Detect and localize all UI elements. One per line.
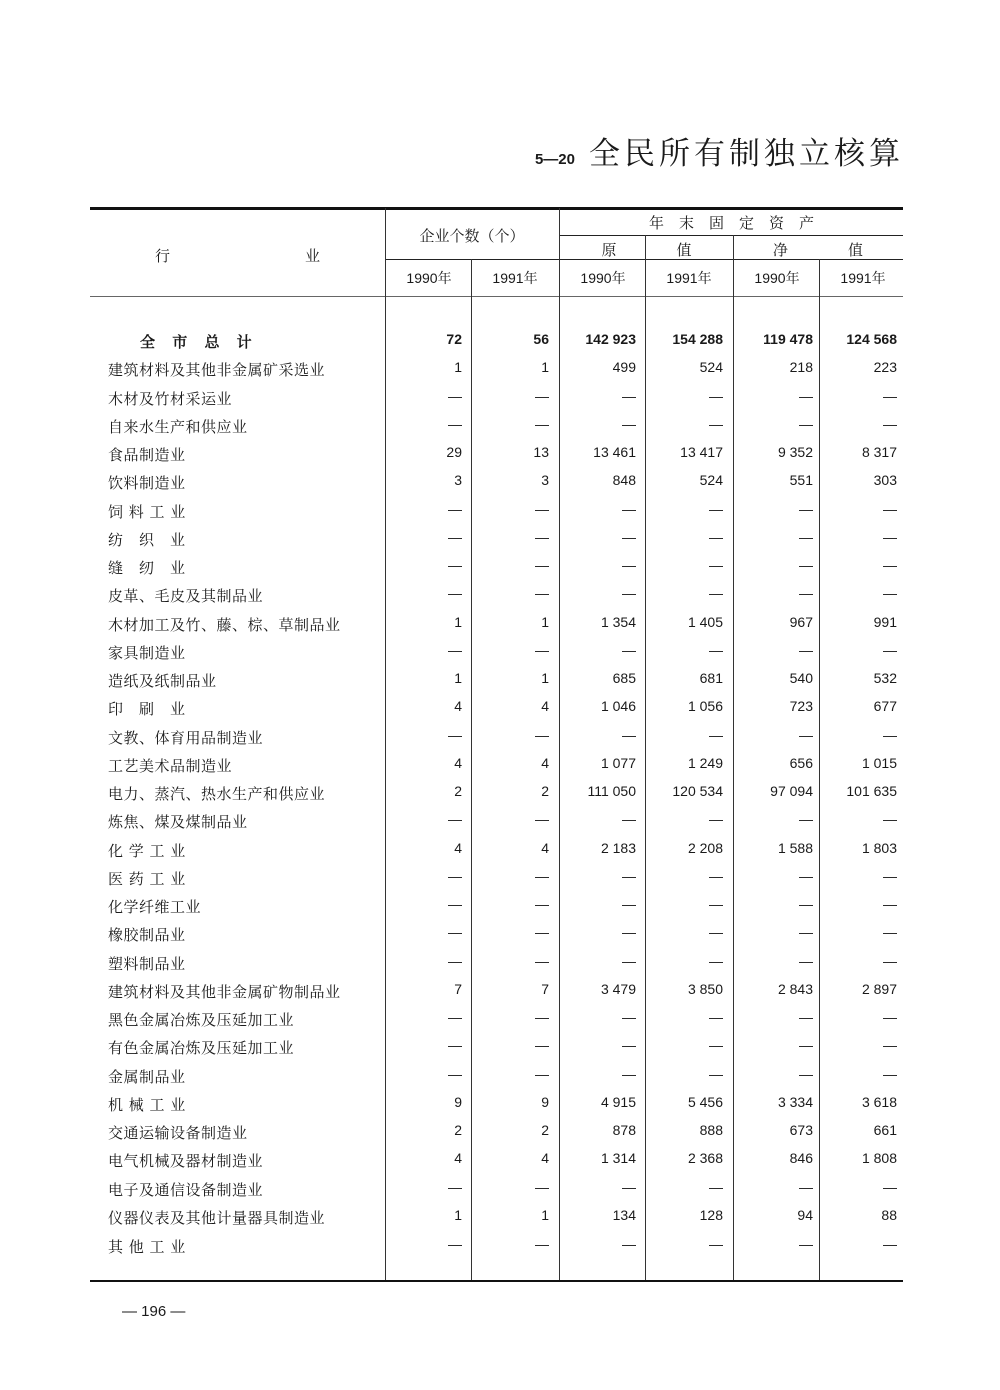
cell: — [883, 501, 897, 517]
cell: 29 [446, 444, 462, 460]
table-row [0, 1066, 1000, 1094]
table-row [0, 924, 1000, 952]
table-number: 5—20 [534, 151, 575, 168]
row-label: 塑料制品业 [108, 955, 186, 973]
table-row [0, 981, 1000, 1009]
cell: 3 [454, 472, 462, 488]
row-label: 建筑材料及其他非金属矿物制品业 [108, 983, 341, 1001]
cell: 878 [612, 1122, 636, 1138]
cell: — [709, 727, 723, 743]
cell: 2 897 [861, 981, 897, 997]
cell: — [622, 501, 636, 517]
cell: 1 056 [687, 698, 723, 714]
table-bottom-rule [90, 1280, 903, 1282]
cell: — [622, 529, 636, 545]
table-row [0, 642, 1000, 670]
table-row [0, 1150, 1000, 1178]
row-label: 化学纤维工业 [108, 898, 202, 916]
cell: 1 314 [600, 1150, 636, 1166]
cell: — [799, 896, 813, 912]
header-enterprises: 企业个数（个） [419, 227, 525, 245]
row-label: 电气机械及器材制造业 [108, 1152, 264, 1170]
cell: — [622, 727, 636, 743]
cell: 2 [454, 783, 462, 799]
cell: — [709, 1179, 723, 1195]
cell: 3 479 [600, 981, 636, 997]
cell: 1 [454, 614, 462, 630]
cell: — [535, 501, 549, 517]
cell: 142 923 [585, 331, 636, 347]
cell: 3 850 [687, 981, 723, 997]
cell: — [883, 416, 897, 432]
cell: — [622, 416, 636, 432]
cell: — [622, 1179, 636, 1195]
cell: 846 [789, 1150, 813, 1166]
cell: — [622, 557, 636, 573]
table-row [0, 840, 1000, 868]
table-row [0, 896, 1000, 924]
cell: — [448, 896, 462, 912]
row-label: 家具制造业 [108, 644, 186, 662]
cell: 218 [789, 359, 813, 375]
table-row [0, 388, 1000, 416]
cell: — [709, 529, 723, 545]
table-row [0, 501, 1000, 529]
cell: — [883, 529, 897, 545]
header-bottom-rule [90, 296, 903, 297]
row-label: 金属制品业 [108, 1068, 186, 1086]
row-label: 饲 料 工 业 [108, 503, 186, 521]
row-label: 机 械 工 业 [108, 1096, 186, 1114]
cell: 101 635 [846, 783, 897, 799]
cell: 124 568 [846, 331, 897, 347]
cell: — [535, 868, 549, 884]
row-label: 医 药 工 业 [108, 870, 186, 888]
cell: — [883, 642, 897, 658]
cell: — [448, 642, 462, 658]
table-row [0, 557, 1000, 585]
cell: — [883, 727, 897, 743]
cell: — [448, 868, 462, 884]
cell: — [622, 896, 636, 912]
cell: — [883, 868, 897, 884]
cell: 1 808 [861, 1150, 897, 1166]
cell: 991 [873, 614, 897, 630]
cell: — [448, 388, 462, 404]
cell: — [709, 416, 723, 432]
cell: — [535, 585, 549, 601]
cell: 1 [541, 1207, 549, 1223]
row-label: 皮革、毛皮及其制品业 [108, 587, 264, 605]
cell: 673 [789, 1122, 813, 1138]
cell: 97 094 [770, 783, 813, 799]
cell: 94 [797, 1207, 813, 1223]
cell: — [799, 501, 813, 517]
cell: 1 [541, 670, 549, 686]
cell: — [709, 1066, 723, 1082]
cell: — [448, 924, 462, 940]
table-row [0, 698, 1000, 726]
cell: 1 [541, 614, 549, 630]
row-label: 食品制造业 [108, 446, 186, 464]
row-label: 纺 织 业 [108, 531, 186, 549]
cell: — [448, 557, 462, 573]
cell: — [799, 868, 813, 884]
table-row [0, 1009, 1000, 1037]
cell: 4 [454, 1150, 462, 1166]
cell: — [799, 953, 813, 969]
header-rule-assets [560, 235, 903, 236]
cell: — [799, 642, 813, 658]
cell: — [709, 585, 723, 601]
table-row [0, 359, 1000, 387]
cell: — [709, 642, 723, 658]
table-row [0, 416, 1000, 444]
cell: — [535, 811, 549, 827]
cell: — [535, 529, 549, 545]
cell: — [448, 1236, 462, 1252]
table-row [0, 755, 1000, 783]
cell: 1 077 [600, 755, 636, 771]
header-fixed-assets: 年 末 固 定 资 产 [648, 214, 814, 232]
cell: 9 [541, 1094, 549, 1110]
cell: — [883, 557, 897, 573]
table-row-total [0, 331, 1000, 359]
cell: — [622, 924, 636, 940]
cell: — [622, 868, 636, 884]
cell: — [448, 953, 462, 969]
year-header: 1990年 [406, 270, 452, 286]
cell: 2 208 [687, 840, 723, 856]
cell: 888 [699, 1122, 723, 1138]
row-label: 木材及竹材采运业 [108, 390, 233, 408]
cell: — [799, 1009, 813, 1025]
cell: — [799, 388, 813, 404]
cell: 2 [454, 1122, 462, 1138]
cell: — [799, 529, 813, 545]
cell: — [709, 501, 723, 517]
cell: 524 [699, 359, 723, 375]
cell: 3 [541, 472, 549, 488]
cell: 9 352 [777, 444, 813, 460]
cell: — [883, 388, 897, 404]
cell: 685 [612, 670, 636, 686]
table-top-rule [90, 207, 903, 210]
cell: — [799, 727, 813, 743]
cell: — [709, 896, 723, 912]
cell: — [799, 585, 813, 601]
cell: — [799, 1236, 813, 1252]
cell: — [709, 1009, 723, 1025]
cell: — [448, 529, 462, 545]
cell: 13 [533, 444, 549, 460]
row-label: 化 学 工 业 [108, 842, 186, 860]
table-row [0, 444, 1000, 472]
row-label: 缝 纫 业 [108, 559, 186, 577]
cell: — [535, 557, 549, 573]
row-label: 炼焦、煤及煤制品业 [108, 813, 248, 831]
cell: — [448, 1066, 462, 1082]
cell: — [709, 388, 723, 404]
cell: — [799, 1179, 813, 1195]
cell: — [448, 416, 462, 432]
cell: — [448, 1009, 462, 1025]
cell: 1 [454, 1207, 462, 1223]
header-net-value: 净 值 [772, 241, 863, 259]
year-header: 1991年 [666, 270, 712, 286]
row-label: 文教、体育用品制造业 [108, 729, 264, 747]
row-label: 黑色金属冶炼及压延加工业 [108, 1011, 295, 1029]
cell: — [622, 1066, 636, 1082]
row-label: 电子及通信设备制造业 [108, 1181, 264, 1199]
table-title: 全民所有制独立核算 [589, 136, 904, 172]
cell: 4 [541, 755, 549, 771]
cell: 677 [873, 698, 897, 714]
table-row [0, 585, 1000, 613]
year-header: 1990年 [754, 270, 800, 286]
cell: — [883, 585, 897, 601]
cell: 532 [873, 670, 897, 686]
cell: — [883, 1236, 897, 1252]
table-row [0, 1207, 1000, 1235]
cell: 499 [612, 359, 636, 375]
cell: — [883, 811, 897, 827]
cell: 88 [881, 1207, 897, 1223]
cell: — [622, 811, 636, 827]
cell: 3 618 [861, 1094, 897, 1110]
cell: — [448, 585, 462, 601]
cell: — [709, 924, 723, 940]
cell: — [709, 1236, 723, 1252]
row-label: 其 他 工 业 [108, 1238, 186, 1256]
cell: 111 050 [587, 783, 636, 799]
cell: — [622, 1009, 636, 1025]
row-label: 木材加工及竹、藤、棕、草制品业 [108, 616, 341, 634]
row-label: 工艺美术品制造业 [108, 757, 233, 775]
cell: 1 249 [687, 755, 723, 771]
cell: — [883, 1037, 897, 1053]
cell: 8 317 [861, 444, 897, 460]
cell: 967 [789, 614, 813, 630]
cell: — [535, 1179, 549, 1195]
table-row [0, 868, 1000, 896]
cell: 848 [612, 472, 636, 488]
table-row [0, 811, 1000, 839]
cell: 5 456 [687, 1094, 723, 1110]
table-row [0, 1094, 1000, 1122]
cell: — [622, 1236, 636, 1252]
cell: 56 [533, 331, 549, 347]
cell: — [622, 953, 636, 969]
cell: 4 [541, 840, 549, 856]
cell: — [709, 868, 723, 884]
cell: — [622, 585, 636, 601]
row-label: 橡胶制品业 [108, 926, 186, 944]
row-label: 建筑材料及其他非金属矿采选业 [108, 361, 326, 379]
cell: 4 [454, 840, 462, 856]
header-original-value: 原 值 [601, 241, 692, 259]
cell: — [799, 924, 813, 940]
cell: 4 [541, 1150, 549, 1166]
table-row [0, 953, 1000, 981]
table-row [0, 472, 1000, 500]
cell: — [709, 811, 723, 827]
cell: — [448, 1037, 462, 1053]
cell: 303 [873, 472, 897, 488]
row-label: 全 市 总 计 [140, 333, 258, 351]
row-label: 印 刷 业 [108, 700, 186, 718]
cell: 4 [541, 698, 549, 714]
cell: 1 803 [861, 840, 897, 856]
cell: — [622, 1037, 636, 1053]
cell: — [448, 1179, 462, 1195]
cell: 1 [541, 359, 549, 375]
cell: — [622, 388, 636, 404]
cell: — [535, 1037, 549, 1053]
cell: — [535, 896, 549, 912]
cell: — [535, 1236, 549, 1252]
cell: — [883, 953, 897, 969]
cell: — [799, 1066, 813, 1082]
cell: — [799, 416, 813, 432]
page-title [535, 128, 904, 173]
cell: 1 [454, 359, 462, 375]
cell: 2 [541, 783, 549, 799]
cell: 13 461 [593, 444, 636, 460]
cell: 134 [612, 1207, 636, 1223]
cell: 3 334 [777, 1094, 813, 1110]
cell: — [535, 924, 549, 940]
cell: 9 [454, 1094, 462, 1110]
cell: — [883, 896, 897, 912]
cell: 2 183 [600, 840, 636, 856]
cell: 72 [446, 331, 462, 347]
cell: — [799, 557, 813, 573]
cell: — [535, 953, 549, 969]
cell: 154 288 [672, 331, 723, 347]
year-header: 1991年 [492, 270, 538, 286]
table-row [0, 1037, 1000, 1065]
cell: — [709, 953, 723, 969]
cell: — [535, 642, 549, 658]
cell: 1 354 [600, 614, 636, 630]
cell: 1 046 [600, 698, 636, 714]
cell: 13 417 [680, 444, 723, 460]
cell: 120 534 [672, 783, 723, 799]
cell: — [535, 416, 549, 432]
cell: 681 [699, 670, 723, 686]
cell: — [535, 727, 549, 743]
page-number: — 196 — [122, 1303, 186, 1320]
cell: 7 [541, 981, 549, 997]
cell: 524 [699, 472, 723, 488]
table-row [0, 670, 1000, 698]
row-label: 有色金属冶炼及压延加工业 [108, 1039, 295, 1057]
table-row [0, 783, 1000, 811]
row-label: 仪器仪表及其他计量器具制造业 [108, 1209, 326, 1227]
cell: 656 [789, 755, 813, 771]
row-label: 交通运输设备制造业 [108, 1124, 248, 1142]
cell: 661 [873, 1122, 897, 1138]
cell: 4 [454, 698, 462, 714]
cell: 2 843 [777, 981, 813, 997]
cell: 7 [454, 981, 462, 997]
cell: — [709, 557, 723, 573]
year-header: 1990年 [580, 270, 626, 286]
row-label: 电力、蒸汽、热水生产和供应业 [108, 785, 326, 803]
cell: — [448, 501, 462, 517]
cell: — [535, 1066, 549, 1082]
cell: 223 [873, 359, 897, 375]
cell: — [535, 388, 549, 404]
cell: 4 915 [600, 1094, 636, 1110]
table-row [0, 529, 1000, 557]
cell: — [448, 727, 462, 743]
year-header: 1991年 [840, 270, 886, 286]
cell: 551 [789, 472, 813, 488]
table-row [0, 727, 1000, 755]
cell: 1 015 [861, 755, 897, 771]
cell: — [799, 811, 813, 827]
table-row [0, 1122, 1000, 1150]
table-row [0, 1179, 1000, 1207]
cell: — [622, 642, 636, 658]
cell: 2 368 [687, 1150, 723, 1166]
row-label: 自来水生产和供应业 [108, 418, 248, 436]
cell: — [535, 1009, 549, 1025]
row-label: 造纸及纸制品业 [108, 672, 217, 690]
cell: 119 478 [763, 331, 813, 347]
table-row [0, 1236, 1000, 1264]
cell: — [883, 924, 897, 940]
cell: — [883, 1179, 897, 1195]
cell: — [709, 1037, 723, 1053]
cell: 1 405 [687, 614, 723, 630]
cell: — [883, 1009, 897, 1025]
cell: 128 [699, 1207, 723, 1223]
cell: 1 [454, 670, 462, 686]
table-row [0, 614, 1000, 642]
cell: 540 [789, 670, 813, 686]
cell: — [883, 1066, 897, 1082]
row-label: 饮料制造业 [108, 474, 186, 492]
cell: 4 [454, 755, 462, 771]
cell: 723 [789, 698, 813, 714]
cell: 1 588 [777, 840, 813, 856]
cell: — [448, 811, 462, 827]
header-industry: 行 业 [154, 247, 320, 265]
cell: 2 [541, 1122, 549, 1138]
cell: — [799, 1037, 813, 1053]
